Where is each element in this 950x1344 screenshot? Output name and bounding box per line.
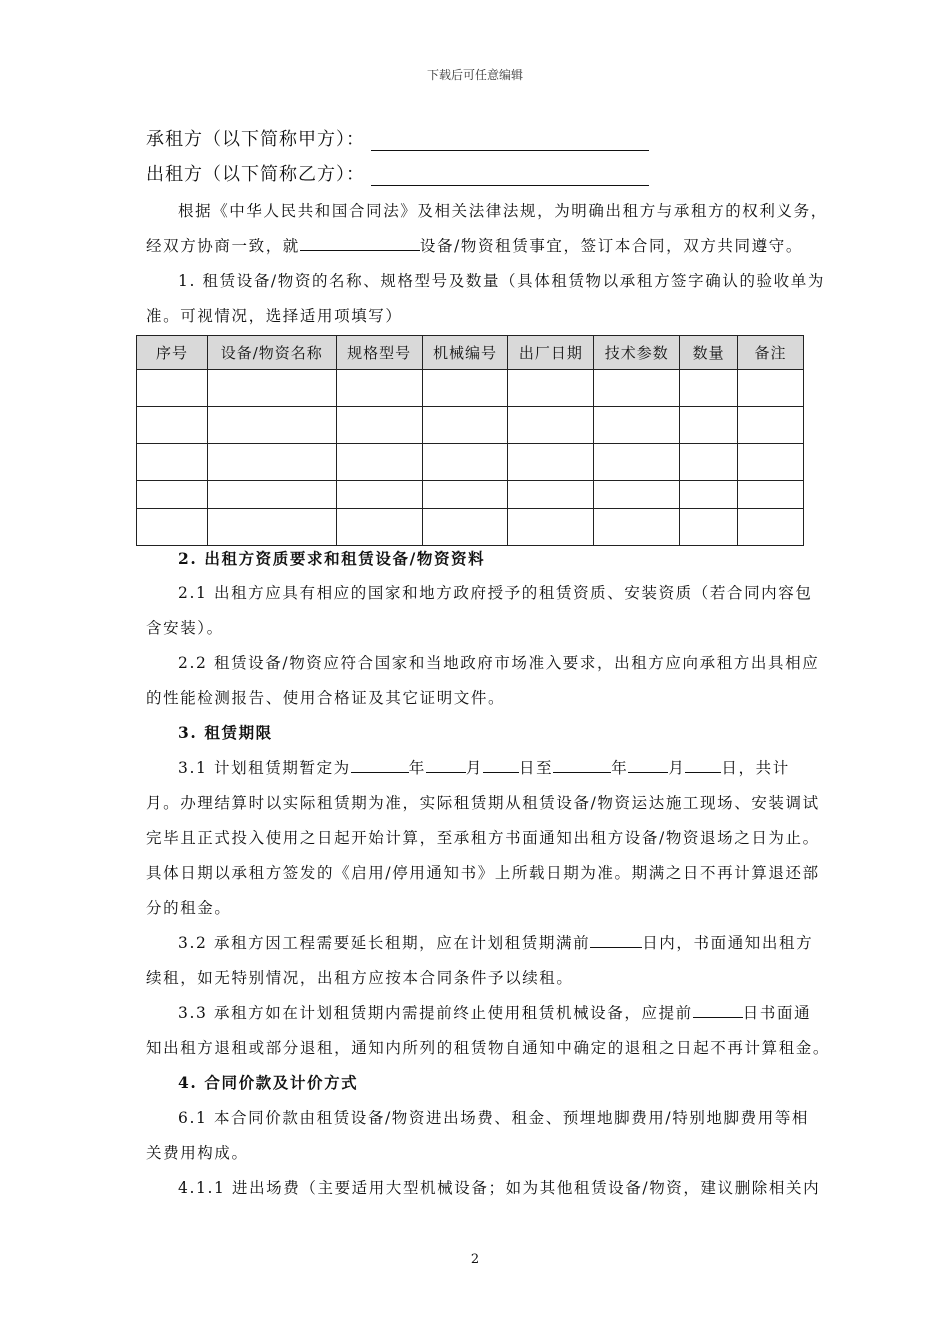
col-header-index: 序号 bbox=[137, 336, 208, 370]
section3-p2-line-2: 续租，如无特别情况，出租方应按本合同条件予以续租。 bbox=[146, 969, 574, 987]
section4-p2-line-1: 4.1.1 进出场费（主要适用大型机械设备；如为其他租赁设备/物资，建议删除相关内 bbox=[178, 1179, 821, 1197]
lessor-label: 出租方（以下简称乙方）： bbox=[146, 164, 365, 185]
end-day-blank[interactable] bbox=[685, 758, 721, 773]
subject-blank[interactable] bbox=[300, 236, 420, 251]
equipment-table bbox=[136, 335, 804, 546]
end-year-blank[interactable] bbox=[553, 758, 611, 773]
col-header-remarks: 备注 bbox=[738, 336, 804, 370]
section1-line-1: 1. 租赁设备/物资的名称、规格型号及数量（具体租赁物以承租方签字确认的验收单为 bbox=[178, 272, 825, 290]
section3-p2-line-1: 3.2 承租方因工程需要延长租期，应在计划租赁期满前 日内，书面通知出租方 bbox=[178, 934, 814, 952]
start-day-blank[interactable] bbox=[483, 758, 519, 773]
section3-p3-line-2: 知出租方退租或部分退租，通知内所列的租赁物自通知中确定的退租之日起不再计算租金。 bbox=[146, 1039, 831, 1057]
table-header-row bbox=[137, 336, 804, 370]
termination-days-blank[interactable] bbox=[693, 1003, 743, 1018]
section3-p1-line-4: 具体日期以承租方签发的《启用/停用通知书》上所载日期为准。期满之日不再计算退还部 bbox=[146, 864, 820, 882]
start-month-blank[interactable] bbox=[426, 758, 466, 773]
section2-p1-line-2: 含安装）。 bbox=[146, 619, 224, 637]
lessee-blank[interactable] bbox=[371, 134, 649, 151]
intro-line-2-tail: 设备/物资租赁事宜，签订本合同，双方共同遵守。 bbox=[419, 237, 803, 255]
intro-line-2 bbox=[146, 234, 812, 256]
table-row bbox=[137, 481, 804, 509]
section3-title: 3. 租赁期限 bbox=[178, 723, 273, 742]
section1-line-2: 准。可视情况，选择适用项填写） bbox=[146, 307, 403, 325]
col-header-quantity: 数量 bbox=[680, 336, 738, 370]
section3-p3-line-1: 3.3 承租方如在计划租赁期内需提前终止使用租赁机械设备，应提前 日书面通 bbox=[178, 1004, 812, 1022]
table-row bbox=[137, 444, 804, 481]
col-header-machine-no: 机械编号 bbox=[422, 336, 508, 370]
section2-title: 2. 出租方资质要求和租赁设备/物资资料 bbox=[178, 549, 486, 568]
lessee-line bbox=[146, 125, 649, 151]
section3-p1-line-1: 3.1 计划租赁期暂定为 年 月 日至 年 月 日，共计 bbox=[178, 759, 790, 777]
section4-p1-line-2: 关费用构成。 bbox=[146, 1144, 249, 1162]
section2-p2-line-2: 的性能检测报告、使用合格证及其它证明文件。 bbox=[146, 689, 506, 707]
end-month-blank[interactable] bbox=[628, 758, 668, 773]
lessee-label: 承租方（以下简称甲方）： bbox=[146, 129, 365, 150]
page-number: 2 bbox=[470, 1252, 480, 1267]
section3-p1-line-5: 分的租金。 bbox=[146, 899, 232, 917]
header-note: 下载后可任意编辑 bbox=[426, 68, 523, 82]
section4-title: 4. 合同价款及计价方式 bbox=[178, 1073, 359, 1092]
col-header-manufacture-date: 出厂日期 bbox=[508, 336, 594, 370]
col-header-name: 设备/物资名称 bbox=[207, 336, 336, 370]
col-header-spec: 规格型号 bbox=[336, 336, 422, 370]
intro-line-2-lead: 经双方协商一致，就 bbox=[146, 237, 300, 255]
lessor-blank[interactable] bbox=[371, 169, 649, 186]
section2-p2-line-1: 2.2 租赁设备/物资应符合国家和当地政府市场准入要求，出租方应向承租方出具相应 bbox=[178, 654, 820, 672]
col-header-tech-params: 技术参数 bbox=[594, 336, 680, 370]
intro-line-1: 根据《中华人民共和国合同法》及相关法律法规，为明确出租方与承租方的权利义务， bbox=[178, 202, 828, 220]
table-row bbox=[137, 509, 804, 546]
start-year-blank[interactable] bbox=[351, 758, 409, 773]
section3-p1-line-3: 完毕且正式投入使用之日起开始计算，至承租方书面通知出租方设备/物资退场之日为止。 bbox=[146, 829, 820, 847]
table-row bbox=[137, 370, 804, 407]
section2-p1-line-1: 2.1 出租方应具有相应的国家和地方政府授予的租赁资质、安装资质（若合同内容包 bbox=[178, 584, 813, 602]
section4-p1-line-1: 6.1 本合同价款由租赁设备/物资进出场费、租金、预埋地脚费用/特别地脚费用等相 bbox=[178, 1109, 810, 1127]
table-row bbox=[137, 407, 804, 444]
extension-days-blank[interactable] bbox=[590, 933, 642, 948]
section3-p1-line-2: 月。办理结算时以实际租赁期为准，实际租赁期从租赁设备/物资运达施工现场、安装调试 bbox=[146, 794, 820, 812]
lessor-line bbox=[146, 160, 649, 186]
